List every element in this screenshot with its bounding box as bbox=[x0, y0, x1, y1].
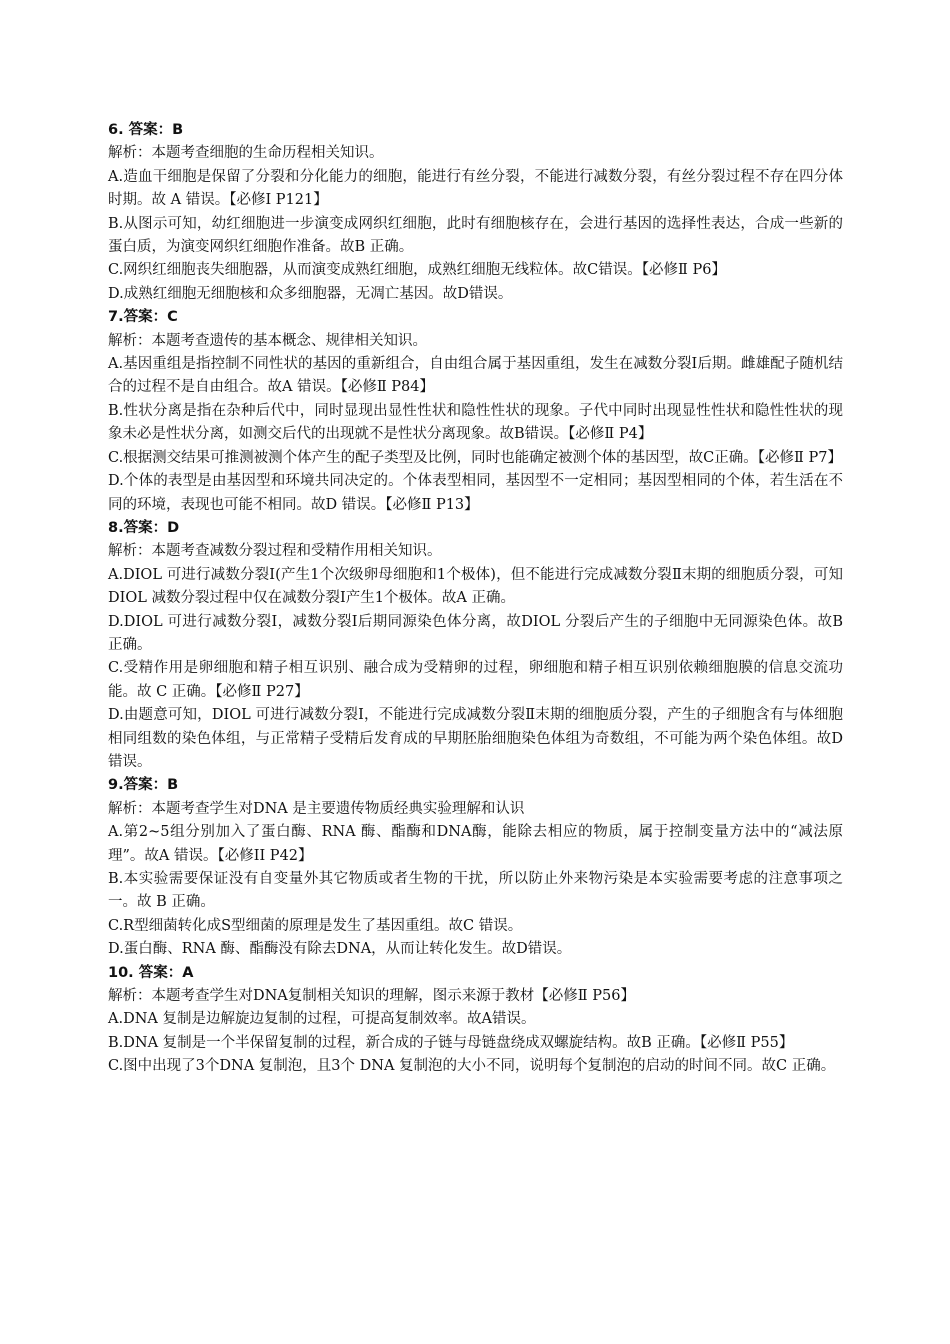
question-9-option-a: A.第2~5组分别加入了蛋白酶、RNA 酶、酯酶和DNA酶，能除去相应的物质，属于控制变量方法中的“减法原理”。故A 错误。【必修II P42】 bbox=[108, 824, 843, 864]
question-6-option-b: B.从图示可知，幼红细胞进一步演变成网织红细胞，此时有细胞核存在，会进行基因的选择性表达，合成一些新的蛋白质，为演变网织红细胞作准备。故B 正确。 bbox=[108, 215, 843, 256]
question-8-option-a: A.DIOL 可进行减数分裂Ⅰ(产生1个次级卵母细胞和1个极体)，但不能进行完成减数分裂Ⅱ末期的细胞质分裂，可知DIOL 减数分裂过程中仅在减数分裂Ⅰ产生1个极体。故A 正确。 bbox=[108, 566, 843, 607]
question-7-answer-heading: 7.答案：C bbox=[108, 309, 178, 326]
question-6-analysis: 解析：本题考查细胞的生命历程相关知识。 bbox=[108, 145, 384, 162]
question-10-analysis: 解析：本题考查学生对DNA复制相关知识的理解，图示来源于教材【必修Ⅱ P56】 bbox=[108, 988, 635, 1005]
question-8-analysis: 解析：本题考查减数分裂过程和受精作用相关知识。 bbox=[108, 543, 442, 560]
question-9-block bbox=[108, 774, 843, 961]
question-8-option-d: D.由题意可知，DIOL 可进行减数分裂Ⅰ，不能进行完成减数分裂Ⅱ末期的细胞质分裂，产生的子细胞含有与体细胞相同组数的染色体组，与正常精子受精后发育成的早期胚胎细胞染色体组为奇数组，不可能为两个染色体组。故D 错误。 bbox=[108, 707, 843, 770]
question-8-option-c: C.受精作用是卵细胞和精子相互识别、融合成为受精卵的过程，卵细胞和精子相互识别依赖细胞膜的信息交流功能。故 C 正确。【必修Ⅱ P27】 bbox=[108, 660, 843, 700]
question-7-option-a: A.基因重组是指控制不同性状的基因的重新组合，自由组合属于基因重组，发生在减数分裂Ⅰ后期。雌雄配子随机结合的过程不是自由组合。故A 错误。【必修Ⅱ P84】 bbox=[108, 356, 843, 396]
question-8-option-b: D.DIOL 可进行减数分裂Ⅰ，减数分裂Ⅰ后期同源染色体分离，故DIOL 分裂后产生的子细胞中无同源染色体。故B 正确。 bbox=[108, 613, 843, 653]
question-9-option-d: D.蛋白酶、RNA 酶、酯酶没有除去DNA，从而让转化发生。故D错误。 bbox=[108, 941, 572, 958]
question-9-option-c: C.R型细菌转化成S型细菌的原理是发生了基因重组。故C 错误。 bbox=[108, 917, 523, 934]
question-10-option-b: B.DNA 复制是一个半保留复制的过程，新合成的子链与母链盘绕成双螺旋结构。故B 正确。【必修Ⅱ P55】 bbox=[108, 1034, 794, 1051]
question-10-option-c: C.图中出现了3个DNA 复制泡，且3个 DNA 复制泡的大小不同，说明每个复制泡的启动的时间不同。故C 正确。 bbox=[108, 1058, 836, 1075]
question-6-block bbox=[108, 119, 843, 306]
question-9-analysis: 解析：本题考查学生对DNA 是主要遗传物质经典实验理解和认识 bbox=[108, 800, 525, 817]
question-7-option-c: C.根据测交结果可推测被测个体产生的配子类型及比例，同时也能确定被测个体的基因型，故C正确。【必修Ⅱ P7】 bbox=[108, 449, 842, 466]
question-7-block bbox=[108, 306, 843, 517]
question-8-block bbox=[108, 517, 843, 774]
question-8-answer-heading: 8.答案：D bbox=[108, 519, 180, 536]
question-9-option-b: B.本实验需要保证没有自变量外其它物质或者生物的干扰，所以防止外来物污染是本实验需要考虑的注意事项之一。故 B 正确。 bbox=[108, 871, 843, 911]
question-6-option-c: C.网织红细胞丧失细胞器，从而演变成熟红细胞，成熟红细胞无线粒体。故C错误。【必修Ⅱ P6】 bbox=[108, 262, 726, 279]
question-10-block bbox=[108, 962, 843, 1079]
question-7-option-b: B.性状分离是指在杂种后代中，同时显现出显性性状和隐性性状的现象。子代中同时出现显性性状和隐性性状的现象未必是性状分离，如测交后代的出现就不是性状分离现象。故B错误。【必修Ⅱ P4】 bbox=[108, 402, 843, 443]
question-10-option-a: A.DNA 复制是边解旋边复制的过程，可提高复制效率。故A错误。 bbox=[108, 1011, 536, 1028]
question-6-answer-heading: 6. 答案：B bbox=[108, 122, 184, 138]
answer-document bbox=[108, 119, 843, 1079]
question-6-option-a: A.造血干细胞是保留了分裂和分化能力的细胞，能进行有丝分裂，不能进行减数分裂，有丝分裂过程不存在四分体时期。故 A 错误。【必修Ⅰ P121】 bbox=[108, 168, 843, 209]
question-6-option-d: D.成熟红细胞无细胞核和众多细胞器，无凋亡基因。故D错误。 bbox=[108, 285, 513, 302]
question-10-answer-heading: 10. 答案：A bbox=[108, 964, 194, 981]
question-9-answer-heading: 9.答案：B bbox=[108, 777, 179, 794]
question-7-analysis: 解析：本题考查遗传的基本概念、规律相关知识。 bbox=[108, 332, 427, 349]
question-7-option-d: D.个体的表型是由基因型和环境共同决定的。个体表型相同，基因型不一定相同；基因型相同的个体，若生活在不同的环境，表现也可能不相同。故D 错误。【必修Ⅱ P13】 bbox=[108, 473, 843, 513]
